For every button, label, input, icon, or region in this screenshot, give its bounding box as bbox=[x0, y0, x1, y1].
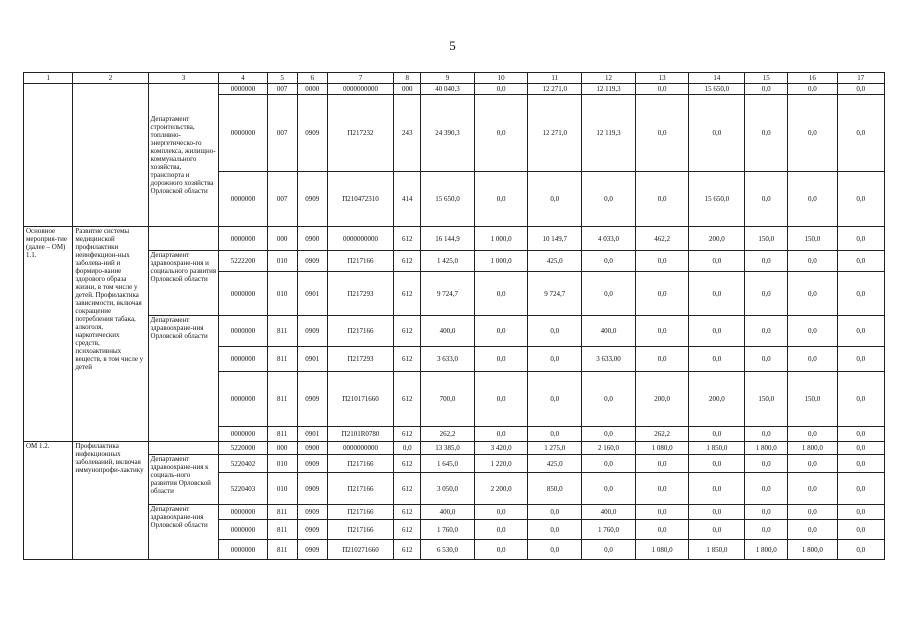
table-cell: 243 bbox=[394, 95, 421, 172]
table-cell: 3 420,0 bbox=[474, 442, 528, 455]
table-cell: 12 271,0 bbox=[528, 84, 582, 95]
table-cell: 007 bbox=[267, 172, 297, 227]
table-cell: 3 633,0 bbox=[421, 347, 475, 372]
table-cell: 0,0 bbox=[837, 251, 884, 272]
table-cell: 0,0 bbox=[788, 520, 837, 540]
table-cell: 0,0 bbox=[528, 316, 582, 347]
header-cell: 11 bbox=[528, 73, 582, 84]
table-row bbox=[24, 505, 885, 520]
table-cell: 811 bbox=[267, 372, 297, 427]
table-cell: 0,0 bbox=[635, 505, 689, 520]
table-cell: 400,0 bbox=[582, 505, 636, 520]
table-cell: 1 800,0 bbox=[788, 442, 837, 455]
table-cell: 1 760,0 bbox=[582, 520, 636, 540]
table-cell: 0,0 bbox=[689, 520, 745, 540]
table-cell: 0909 bbox=[297, 372, 327, 427]
table-cell: 0000000 bbox=[219, 427, 267, 442]
table-cell: 3 633,00 bbox=[582, 347, 636, 372]
table-cell: 612 bbox=[394, 505, 421, 520]
table-cell: 0,0 bbox=[528, 427, 582, 442]
table-cell: 811 bbox=[267, 316, 297, 347]
table-cell: 0,0 bbox=[689, 251, 745, 272]
table-cell: 2 200,0 bbox=[474, 473, 528, 505]
table-cell: 0000000 bbox=[219, 227, 267, 251]
table-cell: 0,0 bbox=[528, 347, 582, 372]
table-cell: 0909 bbox=[297, 172, 327, 227]
table-cell: 12 119,3 bbox=[582, 84, 636, 95]
table-cell: 0,0 bbox=[837, 427, 884, 442]
table-cell: 000 bbox=[394, 84, 421, 95]
table-cell: 010 bbox=[267, 455, 297, 473]
table-cell: 0,0 bbox=[635, 316, 689, 347]
table-cell: 1 425,0 bbox=[421, 251, 475, 272]
table-cell: 612 bbox=[394, 316, 421, 347]
table-cell: 010 bbox=[267, 473, 297, 505]
table-cell: П217166 bbox=[327, 251, 394, 272]
table-cell: 010 bbox=[267, 272, 297, 316]
table-cell: 9 724,7 bbox=[421, 272, 475, 316]
table-cell: 612 bbox=[394, 347, 421, 372]
header-cell: 7 bbox=[327, 73, 394, 84]
table-cell: 0901 bbox=[297, 347, 327, 372]
table-cell: 425,0 bbox=[528, 455, 582, 473]
measure-name: Основное мероприя-тие (далее – ОМ) 1.1. bbox=[24, 227, 73, 442]
responsible-dept: Департамент здравоохране-ния Орловской области bbox=[148, 505, 219, 560]
table-cell: 0,0 bbox=[528, 372, 582, 427]
table-cell: 0,0 bbox=[745, 455, 788, 473]
table-cell: 007 bbox=[267, 95, 297, 172]
table-cell: 0,0 bbox=[582, 455, 636, 473]
table-cell: 0,0 bbox=[635, 455, 689, 473]
table-cell: 0909 bbox=[297, 505, 327, 520]
responsible-dept: Департамент здравоохране-ния и социального развития Орловской области bbox=[148, 251, 219, 316]
table-cell: 0000000 bbox=[219, 520, 267, 540]
table-cell: 462,2 bbox=[635, 227, 689, 251]
table-cell: 5222200 bbox=[219, 251, 267, 272]
header-cell: 10 bbox=[474, 73, 528, 84]
table-cell: 811 bbox=[267, 540, 297, 560]
table-cell: 0,0 bbox=[745, 427, 788, 442]
table-row bbox=[24, 227, 885, 251]
measure-description: Развитие системы медицинской профилактики неинфекцион-ных заболева-ний и формиро-вание здорового образа жизни, в том числе у детей. Профилактика зависимости, включая сокращение потребления табака, алкоголя, наркотических средств, психоактивных веществ, в том числе у детей bbox=[73, 227, 148, 442]
table-cell: 700,0 bbox=[421, 372, 475, 427]
responsible-dept-empty bbox=[148, 442, 219, 455]
table-cell: 200,0 bbox=[689, 227, 745, 251]
table-cell: 0,0 bbox=[528, 172, 582, 227]
table-cell: 612 bbox=[394, 372, 421, 427]
table-cell: 0000 bbox=[297, 84, 327, 95]
budget-table bbox=[23, 72, 885, 560]
table-cell: 0,0 bbox=[582, 372, 636, 427]
measure-description: Профилактика инфекционных заболеваний, включая иммунопрофи-лактику bbox=[73, 442, 148, 560]
table-cell: П217166 bbox=[327, 520, 394, 540]
table-cell: 0,0 bbox=[582, 427, 636, 442]
table-cell: 850,0 bbox=[528, 473, 582, 505]
table-cell: 0,0 bbox=[582, 272, 636, 316]
table-cell: 200,0 bbox=[689, 372, 745, 427]
table-cell: 0,0 bbox=[837, 520, 884, 540]
table-cell: 2 160,0 bbox=[582, 442, 636, 455]
table-cell: 0,0 bbox=[788, 84, 837, 95]
table-cell: 0000000 bbox=[219, 540, 267, 560]
table-cell: 0,0 bbox=[474, 427, 528, 442]
table-cell: 1 800,0 bbox=[745, 540, 788, 560]
section-empty-2 bbox=[73, 84, 148, 227]
table-cell: П2101R0780 bbox=[327, 427, 394, 442]
table-cell: 0,0 bbox=[788, 251, 837, 272]
table-cell: 0909 bbox=[297, 473, 327, 505]
table-cell: 0900 bbox=[297, 442, 327, 455]
table-cell: 0,0 bbox=[837, 316, 884, 347]
header-cell: 2 bbox=[73, 73, 148, 84]
table-cell: 0,0 bbox=[635, 84, 689, 95]
table-cell: 1 800,0 bbox=[745, 442, 788, 455]
header-cell: 14 bbox=[689, 73, 745, 84]
table-cell: 0,0 bbox=[474, 172, 528, 227]
table-cell: 0,0 bbox=[474, 347, 528, 372]
table-cell: 612 bbox=[394, 427, 421, 442]
table-cell: П217232 bbox=[327, 95, 394, 172]
table-cell: 0,0 bbox=[689, 473, 745, 505]
table-cell: 10 149,7 bbox=[528, 227, 582, 251]
table-cell: 0,0 bbox=[528, 505, 582, 520]
header-cell: 4 bbox=[219, 73, 267, 84]
table-cell: П210171660 bbox=[327, 372, 394, 427]
table-cell: П217166 bbox=[327, 473, 394, 505]
page-number: 5 bbox=[449, 38, 456, 53]
table-cell: 0901 bbox=[297, 272, 327, 316]
table-cell: 0,0 bbox=[528, 540, 582, 560]
table-cell: 0,0 bbox=[745, 347, 788, 372]
table-cell: П217166 bbox=[327, 316, 394, 347]
header-cell: 16 bbox=[788, 73, 837, 84]
table-cell: 612 bbox=[394, 473, 421, 505]
table-cell: 007 bbox=[267, 84, 297, 95]
table-cell: 0,0 bbox=[837, 442, 884, 455]
table-cell: 0,0 bbox=[745, 520, 788, 540]
table-cell: 0,0 bbox=[394, 442, 421, 455]
table-cell: 0,0 bbox=[474, 84, 528, 95]
header-cell: 9 bbox=[421, 73, 475, 84]
table-cell: 0,0 bbox=[635, 251, 689, 272]
measure-name: ОМ 1.2. bbox=[24, 442, 73, 560]
table-cell: 24 390,3 bbox=[421, 95, 475, 172]
header-row bbox=[24, 73, 885, 84]
table-cell: 612 bbox=[394, 455, 421, 473]
table-cell: 0,0 bbox=[837, 455, 884, 473]
table-cell: 0,0 bbox=[689, 316, 745, 347]
table-cell: 0,0 bbox=[689, 95, 745, 172]
table-cell: 0,0 bbox=[689, 455, 745, 473]
table-cell: 0,0 bbox=[528, 520, 582, 540]
table-cell: 0901 bbox=[297, 427, 327, 442]
table-cell: 000 bbox=[267, 442, 297, 455]
table-cell: 0909 bbox=[297, 455, 327, 473]
table-cell: 6 530,0 bbox=[421, 540, 475, 560]
table-cell: 13 385,0 bbox=[421, 442, 475, 455]
table-cell: 0,0 bbox=[745, 505, 788, 520]
responsible-dept: Департамент здравоохране-ния Орловской области bbox=[148, 316, 219, 442]
table-cell: 0,0 bbox=[582, 473, 636, 505]
table-cell: 811 bbox=[267, 427, 297, 442]
table-cell: 1 000,0 bbox=[474, 251, 528, 272]
table-row bbox=[24, 251, 885, 272]
table-cell: 0,0 bbox=[788, 473, 837, 505]
table-cell: 0,0 bbox=[635, 520, 689, 540]
table-cell: 010 bbox=[267, 251, 297, 272]
table-cell: П217166 bbox=[327, 455, 394, 473]
table-cell: 612 bbox=[394, 251, 421, 272]
table-cell: 400,0 bbox=[421, 316, 475, 347]
responsible-dept: Департамент здравоохране-ния к социаль-ного развития Орловской области bbox=[148, 455, 219, 505]
table-cell: 0,0 bbox=[745, 84, 788, 95]
table-cell: 0,0 bbox=[788, 505, 837, 520]
table-row bbox=[24, 455, 885, 473]
table-cell: 0000000 bbox=[219, 84, 267, 95]
table-cell: 612 bbox=[394, 540, 421, 560]
table-cell: 0000000 bbox=[219, 372, 267, 427]
table-cell: 0,0 bbox=[837, 505, 884, 520]
table-cell: 0,0 bbox=[788, 95, 837, 172]
table-cell: 0,0 bbox=[635, 272, 689, 316]
table-cell: 5220402 bbox=[219, 455, 267, 473]
table-cell: 0,0 bbox=[474, 272, 528, 316]
table-cell: 0,0 bbox=[837, 272, 884, 316]
table-cell: 0000000 bbox=[219, 316, 267, 347]
table-cell: 0,0 bbox=[689, 427, 745, 442]
table-cell: 12 119,3 bbox=[582, 95, 636, 172]
table-cell: 262,2 bbox=[421, 427, 475, 442]
table-cell: П210472310 bbox=[327, 172, 394, 227]
table-cell: 0,0 bbox=[745, 172, 788, 227]
table-cell: 0,0 bbox=[837, 540, 884, 560]
table-cell: 0,0 bbox=[582, 172, 636, 227]
table-cell: 15 650,0 bbox=[689, 172, 745, 227]
table-cell: 811 bbox=[267, 347, 297, 372]
section-empty-1 bbox=[24, 84, 73, 227]
header-cell: 13 bbox=[635, 73, 689, 84]
table-cell: 0909 bbox=[297, 95, 327, 172]
table-cell: 612 bbox=[394, 520, 421, 540]
table-cell: 0,0 bbox=[837, 172, 884, 227]
table-cell: 0,0 bbox=[582, 540, 636, 560]
table-cell: 0,0 bbox=[837, 227, 884, 251]
table-cell: 0000000 bbox=[219, 172, 267, 227]
table-cell: 0909 bbox=[297, 540, 327, 560]
table-cell: 612 bbox=[394, 227, 421, 251]
table-cell: 0,0 bbox=[689, 272, 745, 316]
table-cell: 0,0 bbox=[745, 251, 788, 272]
table-cell: 0,0 bbox=[635, 172, 689, 227]
table-cell: 0,0 bbox=[788, 455, 837, 473]
table-cell: 0,0 bbox=[582, 251, 636, 272]
table-cell: 0,0 bbox=[689, 505, 745, 520]
table-cell: 0000000000 bbox=[327, 84, 394, 95]
table-cell: 1 080,0 bbox=[635, 540, 689, 560]
table-cell: 40 040,3 bbox=[421, 84, 475, 95]
table-cell: 0909 bbox=[297, 520, 327, 540]
table-cell: 5220403 bbox=[219, 473, 267, 505]
table-cell: 150,0 bbox=[745, 372, 788, 427]
table-cell: 0,0 bbox=[837, 95, 884, 172]
table-cell: 5220000 bbox=[219, 442, 267, 455]
table-cell: 1 000,0 bbox=[474, 227, 528, 251]
header-cell: 6 bbox=[297, 73, 327, 84]
table-cell: 0,0 bbox=[474, 95, 528, 172]
table-cell: 0,0 bbox=[837, 473, 884, 505]
table-cell: 0000000 bbox=[219, 505, 267, 520]
table-cell: 1 760,0 bbox=[421, 520, 475, 540]
table-cell: 425,0 bbox=[528, 251, 582, 272]
table-cell: 400,0 bbox=[421, 505, 475, 520]
table-cell: 0000000 bbox=[219, 347, 267, 372]
table-cell: 1 080,0 bbox=[635, 442, 689, 455]
table-cell: П217293 bbox=[327, 347, 394, 372]
table-cell: 0,0 bbox=[474, 316, 528, 347]
table-cell: 0000000 bbox=[219, 272, 267, 316]
table-cell: 15 650,0 bbox=[689, 84, 745, 95]
table-cell: 0,0 bbox=[745, 316, 788, 347]
table-cell: 0909 bbox=[297, 251, 327, 272]
table-cell: 9 724,7 bbox=[528, 272, 582, 316]
table-cell: 414 bbox=[394, 172, 421, 227]
table-cell: 0,0 bbox=[788, 347, 837, 372]
table-cell: 16 144,9 bbox=[421, 227, 475, 251]
table-row bbox=[24, 84, 885, 95]
responsible-dept-empty bbox=[148, 227, 219, 251]
table-cell: 0,0 bbox=[788, 172, 837, 227]
table-cell: 0,0 bbox=[837, 347, 884, 372]
table-cell: 612 bbox=[394, 272, 421, 316]
table-row bbox=[24, 316, 885, 347]
table-cell: 0,0 bbox=[788, 427, 837, 442]
table-cell: 0,0 bbox=[474, 520, 528, 540]
table-cell: 1 220,0 bbox=[474, 455, 528, 473]
header-cell: 17 bbox=[837, 73, 884, 84]
table-cell: 0,0 bbox=[474, 372, 528, 427]
table-cell: 1 850,0 bbox=[689, 442, 745, 455]
table-cell: 000 bbox=[267, 227, 297, 251]
table-cell: 0,0 bbox=[745, 272, 788, 316]
table-cell: 0000000 bbox=[219, 95, 267, 172]
table-cell: 1 645,0 bbox=[421, 455, 475, 473]
table-cell: 811 bbox=[267, 505, 297, 520]
table-cell: 0,0 bbox=[635, 347, 689, 372]
table-cell: 12 271,0 bbox=[528, 95, 582, 172]
table-cell: 0,0 bbox=[635, 95, 689, 172]
header-cell: 1 bbox=[24, 73, 73, 84]
table-cell: 1 850,0 bbox=[689, 540, 745, 560]
table-cell: 0909 bbox=[297, 316, 327, 347]
table-cell: 811 bbox=[267, 520, 297, 540]
header-cell: 12 bbox=[582, 73, 636, 84]
table-cell: 15 650,0 bbox=[421, 172, 475, 227]
header-cell: 8 bbox=[394, 73, 421, 84]
table-cell: 150,0 bbox=[788, 227, 837, 251]
table-cell: 1 275,0 bbox=[528, 442, 582, 455]
table-cell: 0900 bbox=[297, 227, 327, 251]
table-cell: П210271660 bbox=[327, 540, 394, 560]
table-cell: 0000000000 bbox=[327, 442, 394, 455]
table-cell: 200,0 bbox=[635, 372, 689, 427]
table-cell: 0,0 bbox=[745, 95, 788, 172]
table-cell: 150,0 bbox=[745, 227, 788, 251]
table-cell: П217166 bbox=[327, 505, 394, 520]
table-cell: 0000000000 bbox=[327, 227, 394, 251]
table-cell: 0,0 bbox=[474, 540, 528, 560]
header-cell: 5 bbox=[267, 73, 297, 84]
table-cell: 0,0 bbox=[837, 84, 884, 95]
table-cell: 0,0 bbox=[788, 272, 837, 316]
table-cell: 0,0 bbox=[788, 316, 837, 347]
responsible-dept: Департамент строительства, топливно-энергетическо-го комплекса, жилищно-коммунального хозяйства, транспорта и дорожного хозяйства Орловской области bbox=[148, 84, 219, 227]
table-cell: 400,0 bbox=[582, 316, 636, 347]
table-cell: 1 800,0 bbox=[788, 540, 837, 560]
table-cell: 0,0 bbox=[635, 473, 689, 505]
table-cell: 262,2 bbox=[635, 427, 689, 442]
table-cell: 0,0 bbox=[837, 372, 884, 427]
table-cell: 3 050,0 bbox=[421, 473, 475, 505]
table-cell: 0,0 bbox=[745, 473, 788, 505]
header-cell: 3 bbox=[148, 73, 219, 84]
table-cell: 0,0 bbox=[474, 505, 528, 520]
table-row bbox=[24, 442, 885, 455]
table-cell: 0,0 bbox=[689, 347, 745, 372]
table-cell: 150,0 bbox=[788, 372, 837, 427]
table-cell: П217293 bbox=[327, 272, 394, 316]
header-cell: 15 bbox=[745, 73, 788, 84]
table-cell: 4 033,0 bbox=[582, 227, 636, 251]
